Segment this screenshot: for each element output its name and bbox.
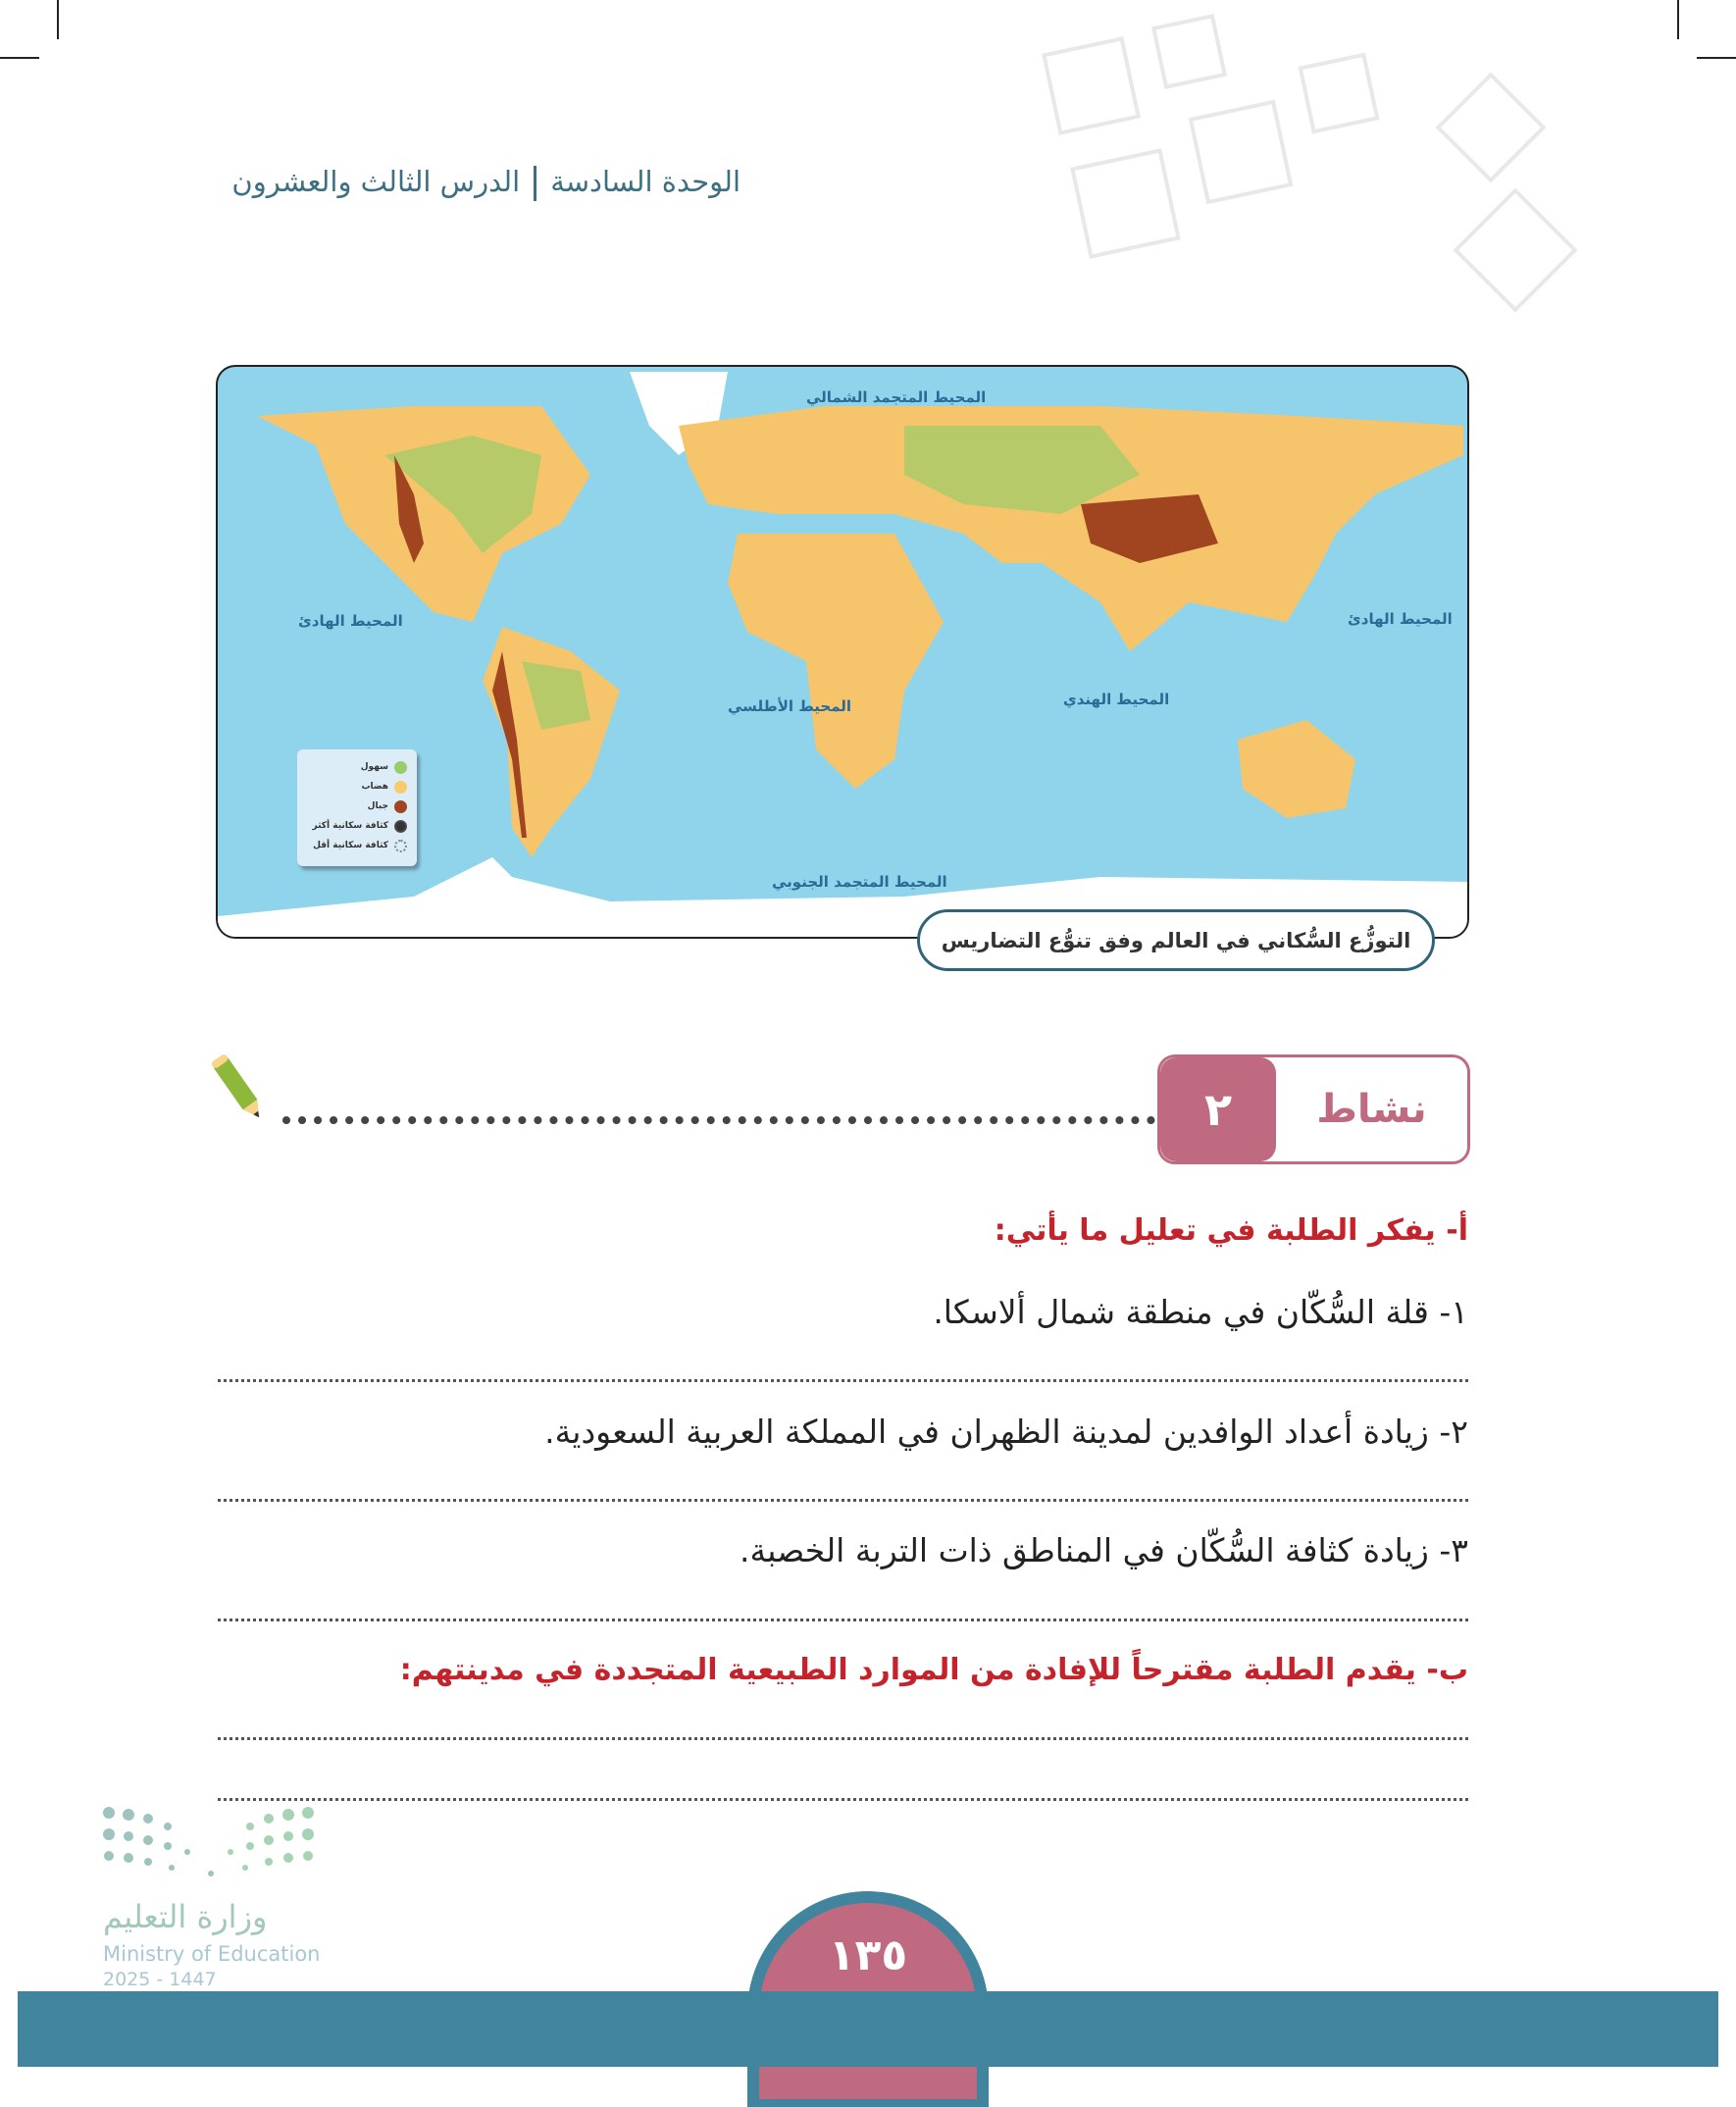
legend-label: هضاب bbox=[361, 782, 388, 792]
answer-line-b1[interactable] bbox=[218, 1737, 1468, 1740]
plateaus-swatch-icon bbox=[394, 781, 407, 794]
legend-item bbox=[307, 816, 407, 836]
legend-item bbox=[307, 777, 407, 797]
page-number: ١٣٥ bbox=[759, 1903, 977, 2099]
activity-label: نشاط bbox=[1316, 1087, 1427, 1132]
dense-population-icon bbox=[394, 820, 407, 833]
label-pacific-ocean-east: المحيط الهادئ bbox=[1348, 610, 1453, 628]
ministry-name-english: Ministry of Education bbox=[103, 1942, 321, 1966]
section-a-heading: أ- يفكر الطلبة في تعليل ما يأتي: bbox=[994, 1213, 1468, 1248]
legend-label: جبال bbox=[367, 801, 388, 811]
label-arctic-ocean: المحيط المتجمد الشمالي bbox=[806, 388, 987, 406]
legend-item bbox=[307, 836, 407, 855]
answer-line-1[interactable] bbox=[218, 1379, 1468, 1382]
ministry-name-arabic: وزارة التعليم bbox=[103, 1898, 268, 1935]
answer-line-3[interactable] bbox=[218, 1619, 1468, 1621]
section-b-heading: ب- يقدم الطلبة مقترحاً للإفادة من الموارد الطبيعية المتجددة في مدينتهم: bbox=[399, 1653, 1468, 1687]
mountains-swatch-icon bbox=[394, 800, 407, 813]
world-map bbox=[216, 365, 1469, 939]
dashed-divider bbox=[282, 1116, 1155, 1124]
label-pacific-ocean-west: المحيط الهادئ bbox=[298, 612, 403, 630]
answer-line-2[interactable] bbox=[218, 1499, 1468, 1502]
label-southern-ocean: المحيط المتجمد الجنوبي bbox=[772, 873, 947, 891]
footer-band bbox=[18, 1991, 1718, 2067]
africa bbox=[728, 534, 944, 789]
answer-line-b2[interactable] bbox=[218, 1798, 1468, 1801]
north-america bbox=[257, 406, 590, 622]
divider bbox=[534, 166, 536, 201]
ministry-logo-icon bbox=[103, 1805, 314, 1883]
crop-mark bbox=[1677, 0, 1679, 39]
crop-mark bbox=[0, 57, 39, 59]
pencil-icon bbox=[208, 1052, 269, 1125]
map-legend bbox=[297, 749, 417, 866]
map-caption: التوزُّع السُّكاني في العالم وفق تنوُّع التضاريس bbox=[917, 909, 1435, 971]
activity-badge bbox=[1157, 1054, 1470, 1164]
legend-item bbox=[307, 797, 407, 816]
label-atlantic-ocean: المحيط الأطلسي bbox=[728, 697, 852, 715]
activity-number: ٢ bbox=[1160, 1057, 1276, 1161]
unit-title: الوحدة السادسة bbox=[550, 165, 740, 198]
australia bbox=[1238, 720, 1355, 818]
edition-year: 2025 - 1447 bbox=[103, 1969, 217, 1990]
question-3: ٣- زيادة كثافة السُّكّان في المناطق ذات التربة الخصبة. bbox=[740, 1531, 1468, 1569]
crop-mark bbox=[57, 0, 59, 39]
legend-label: سهول bbox=[360, 762, 388, 772]
legend-item bbox=[307, 757, 407, 777]
breadcrumb bbox=[231, 165, 740, 201]
sparse-population-icon bbox=[394, 840, 407, 852]
question-2: ٢- زيادة أعداد الوافدين لمدينة الظهران في المملكة العربية السعودية. bbox=[544, 1413, 1468, 1451]
crop-mark bbox=[1697, 57, 1736, 59]
plains-swatch-icon bbox=[394, 761, 407, 774]
label-indian-ocean: المحيط الهندي bbox=[1063, 691, 1170, 708]
legend-label: كثافة سكانية أكثر bbox=[312, 821, 388, 831]
legend-label: كثافة سكانية أقل bbox=[313, 841, 388, 850]
lesson-title: الدرس الثالث والعشرون bbox=[231, 165, 521, 198]
question-1: ١- قلة السُّكّان في منطقة شمال ألاسكا. bbox=[933, 1293, 1468, 1331]
